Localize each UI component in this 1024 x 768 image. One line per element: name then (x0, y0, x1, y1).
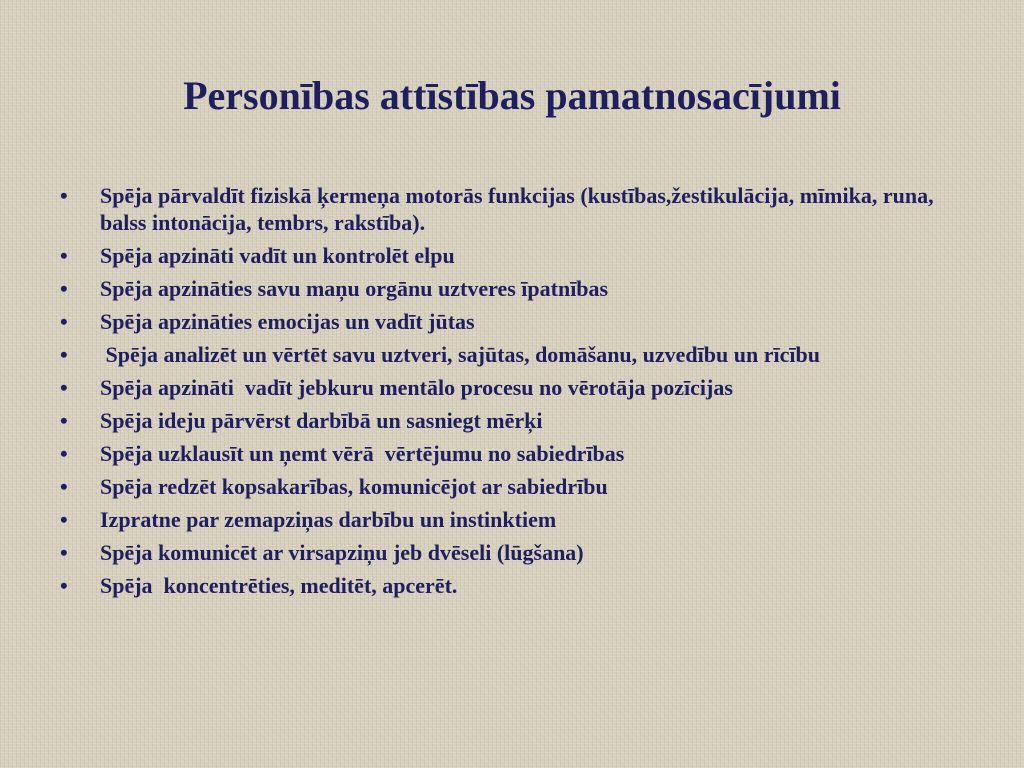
bullet-item: • Spēja uzklausīt un ņemt vērā vērtējumu no sabiedrības (60, 440, 960, 467)
bullet-item: • Spēja apzināties emocijas un vadīt jūtas (60, 308, 960, 335)
bullet-item: • Spēja analizēt un vērtēt savu uztveri, sajūtas, domāšanu, uzvedību un rīcību (60, 341, 960, 368)
bullet-list (60, 182, 960, 605)
bullet-item: • Spēja apzināties savu maņu orgānu uztveres īpatnības (60, 275, 960, 302)
slide-title: Personības attīstības pamatnosacījumi (183, 73, 841, 118)
bullet-item: • Spēja redzēt kopsakarības, komunicējot ar sabiedrību (60, 473, 960, 500)
bullet-item: • Izpratne par zemapziņas darbību un instinktiem (60, 506, 960, 533)
bullet-item: • Spēja koncentrēties, meditēt, apcerēt. (60, 572, 960, 599)
bullet-item: • Spēja ideju pārvērst darbībā un sasniegt mērķi (60, 407, 960, 434)
bullet-item: • Spēja pārvaldīt fiziskā ķermeņa motorās funkcijas (kustības,žestikulācija, mīmika, runa, balss intonācija, tembrs, rakstība). (60, 182, 960, 236)
bullet-item: • Spēja apzināti vadīt jebkuru mentālo procesu no vērotāja pozīcijas (60, 374, 960, 401)
bullet-item: • Spēja komunicēt ar virsapziņu jeb dvēseli (lūgšana) (60, 539, 960, 566)
bullet-item: • Spēja apzināti vadīt un kontrolēt elpu (60, 242, 960, 269)
